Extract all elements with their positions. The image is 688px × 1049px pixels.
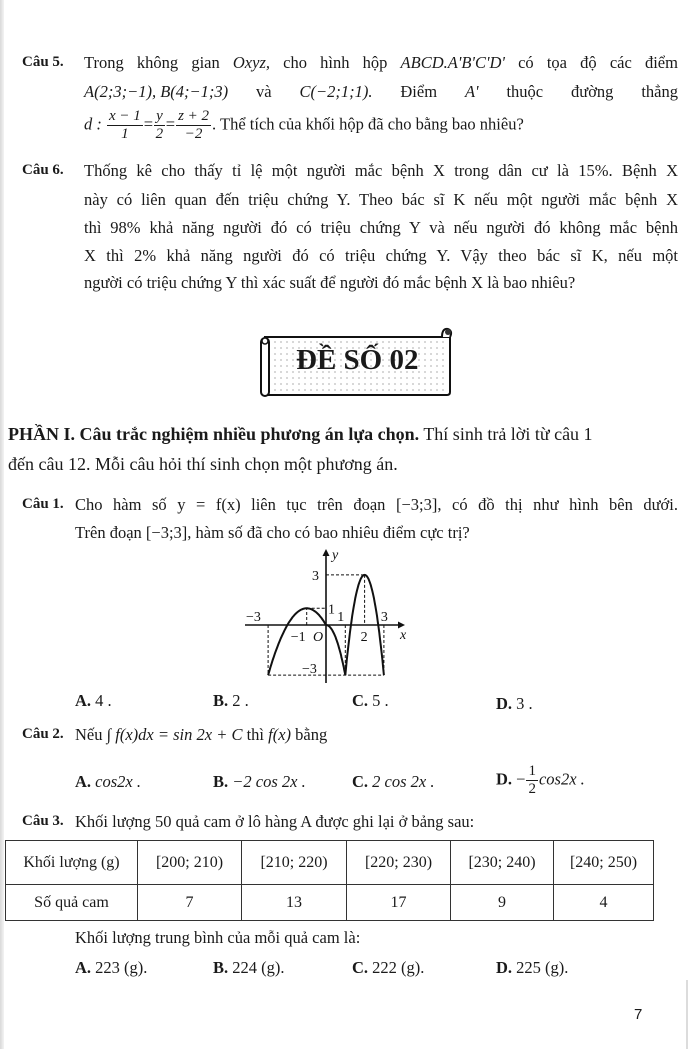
y-axis-label: y [332, 548, 339, 563]
option-text: cos2x . [538, 769, 585, 789]
numerator: y [156, 108, 163, 124]
page-number: 7 [634, 1006, 643, 1023]
part-1-line-2: đến câu 12. Mỗi câu hỏi thí sinh chọn một phương án. [8, 454, 398, 474]
question-text-line: Khối lượng 50 quả cam ở lô hàng A được ghi lại ở bảng sau: [75, 812, 475, 831]
table-header-cell: Khối lượng (g) [6, 841, 138, 885]
math-integral: ∫ f(x)dx = sin 2x + C [106, 725, 243, 744]
word: Điểm [400, 82, 438, 101]
option-d[interactable] [496, 958, 568, 978]
math-point-a-prime: A' [464, 82, 479, 101]
page-edge-shadow [0, 0, 4, 1049]
question-text-line: thì 98% khả năng người đó có triệu chứng Y và nếu người đó không mắc bệnh [84, 218, 678, 237]
option-letter: D. [496, 958, 513, 977]
fraction [107, 108, 143, 143]
y-tick-label: 1 [328, 602, 335, 618]
word: tọa [546, 53, 568, 72]
option-d[interactable] [496, 763, 585, 798]
option-text: 224 (g). [232, 958, 285, 977]
numerator: x − 1 [109, 108, 141, 124]
math-oxyz: Oxyz, [232, 53, 270, 72]
denominator: 1 [121, 126, 129, 142]
table-cell: 9 [451, 885, 554, 921]
x-tick-label: 1 [337, 610, 345, 625]
numerator: z + 2 [178, 108, 210, 124]
option-text: 2 . [232, 691, 249, 710]
question-text-line: Cho hàm số y = f(x) liên tục trên đoạn [−3;3], có đồ thị như hình bên dưới. [75, 495, 678, 514]
x-axis-label: x [400, 628, 407, 643]
question-text-line: người có triệu chứng Y thì xác suất để người đó mắc bệnh X là bao nhiêu? [84, 273, 576, 292]
word: và [256, 82, 272, 101]
table-row [6, 841, 654, 885]
math-points-ab: A(2;3;−1), B(4;−1;3) [84, 82, 229, 101]
exam-title: ĐỀ SỐ 02 [296, 344, 419, 376]
table-cell: 13 [242, 885, 347, 921]
word: các [609, 53, 632, 72]
option-a[interactable] [75, 691, 112, 711]
word: điểm [644, 53, 678, 72]
option-letter: C. [352, 772, 369, 791]
function-graph [240, 548, 410, 688]
option-c[interactable] [352, 772, 435, 792]
question-text-line: Trên đoạn [−3;3], hàm số đã cho có bao nhiêu điểm cực trị? [75, 523, 470, 542]
option-letter: A. [75, 772, 92, 791]
math-point-c: C(−2;1;1). [299, 82, 373, 101]
option-text: 222 (g). [372, 958, 425, 977]
option-text: 4 . [95, 691, 112, 710]
word: độ [580, 53, 597, 72]
orange-weight-table [5, 840, 654, 921]
question-label: Câu 2. [22, 726, 64, 742]
fraction [526, 763, 538, 798]
question-text-line: Khối lượng trung bình của mỗi quả cam là: [75, 928, 361, 947]
table-cell: 17 [347, 885, 451, 921]
graph-curve-segment [326, 625, 345, 675]
word: cho [283, 53, 307, 72]
option-letter: D. [496, 769, 513, 789]
question-label: Câu 6. [22, 162, 64, 178]
question-text-line: X thì 2% khả năng người đó có triệu chứng Y. Vậy theo bác sĩ K, nếu một [84, 246, 678, 265]
option-a[interactable] [75, 772, 141, 792]
fraction [176, 108, 211, 143]
question-label: Câu 5. [22, 54, 64, 70]
fraction [154, 108, 165, 143]
table-cell: [200; 210) [138, 841, 242, 885]
x-tick-label: 3 [380, 610, 388, 625]
table-cell: 4 [554, 885, 654, 921]
question-5-line-1 [84, 53, 678, 73]
table-cell: [210; 220) [242, 841, 347, 885]
table-header-cell: Số quả cam [6, 885, 138, 921]
word: thuộc [506, 82, 544, 101]
question-5-line-2 [84, 82, 678, 102]
x-tick-label: −1 [290, 630, 306, 645]
question-text-line [75, 725, 327, 745]
question-text: bằng [295, 725, 328, 744]
option-letter: C. [352, 958, 369, 977]
option-text: 223 (g). [95, 958, 148, 977]
option-sign: − [516, 769, 526, 789]
y-tick-label: −3 [302, 662, 317, 678]
x-tick-label: −3 [246, 610, 261, 625]
option-letter: C. [352, 691, 369, 710]
option-c[interactable] [352, 691, 389, 711]
option-letter: B. [213, 691, 229, 710]
denominator: 2 [155, 126, 164, 142]
question-label: Câu 3. [22, 813, 64, 829]
part-text: Thí sinh trả lời từ câu 1 [419, 424, 593, 444]
option-text: −2 cos 2x . [232, 772, 306, 791]
question-text: thì [246, 725, 265, 744]
y-tick-label: 3 [312, 568, 319, 584]
math-box-name: ABCD.A'B'C'D' [400, 53, 505, 72]
part-title: PHẦN I. Câu trắc nghiệm nhiều phương án lựa chọn. [8, 424, 420, 444]
option-letter: B. [213, 772, 229, 791]
math-fx: f(x) [268, 725, 292, 744]
question-5-line-3: d : $\frac{x - 1}{1}$ = $\frac{y}{2}$ = $\frac{z + 2}{-2}$ . Thể tích của khối hộp đã cho bằng bao nhiêu? [84, 108, 524, 142]
y-axis-arrow-icon [323, 549, 330, 556]
numerator: 1 [528, 763, 536, 779]
table-row [6, 885, 654, 921]
question-label: Câu 1. [22, 496, 64, 512]
option-d[interactable] [496, 694, 533, 714]
math-line-d: d : [84, 114, 102, 134]
option-letter: A. [75, 691, 92, 710]
question-text: . Thể tích của khối hộp đã cho bằng bao nhiêu? [212, 114, 524, 134]
x-tick-label: 2 [360, 630, 368, 645]
word: hộp [362, 53, 388, 72]
option-letter: A. [75, 958, 92, 977]
table-cell: [230; 240) [451, 841, 554, 885]
option-letter: B. [213, 958, 229, 977]
option-text: 2 cos 2x . [372, 772, 435, 791]
question-text: Nếu [75, 725, 103, 744]
denominator: −2 [184, 126, 203, 142]
question-text-line: Thống kê cho thấy tỉ lệ một người mắc bệnh X trong dân cư là 15%. Bệnh X [84, 161, 678, 180]
table-cell: [240; 250) [554, 841, 654, 885]
word: không [136, 53, 179, 72]
word: hình [320, 53, 350, 72]
option-letter: D. [496, 694, 513, 713]
part-1-line-1 [8, 424, 593, 445]
option-b[interactable] [213, 958, 285, 978]
option-b[interactable] [213, 691, 249, 711]
question-text-line: này có liên quan đến triệu chứng Y. Theo bác sĩ K nếu một người mắc bệnh X [84, 190, 678, 209]
option-text: cos2x . [95, 772, 141, 791]
word: gian [191, 53, 220, 72]
option-b[interactable] [213, 772, 306, 792]
option-text: 3 . [516, 694, 533, 713]
word: có [518, 53, 534, 72]
origin-label: O [313, 630, 324, 645]
denominator: 2 [528, 781, 536, 797]
option-c[interactable] [352, 958, 424, 978]
word: thẳng [641, 82, 678, 101]
word: Trong [84, 53, 124, 72]
option-a[interactable] [75, 958, 147, 978]
word: đường [571, 82, 614, 101]
table-cell: [220; 230) [347, 841, 451, 885]
option-text: 5 . [372, 691, 389, 710]
option-text: 225 (g). [516, 958, 569, 977]
table-cell: 7 [138, 885, 242, 921]
